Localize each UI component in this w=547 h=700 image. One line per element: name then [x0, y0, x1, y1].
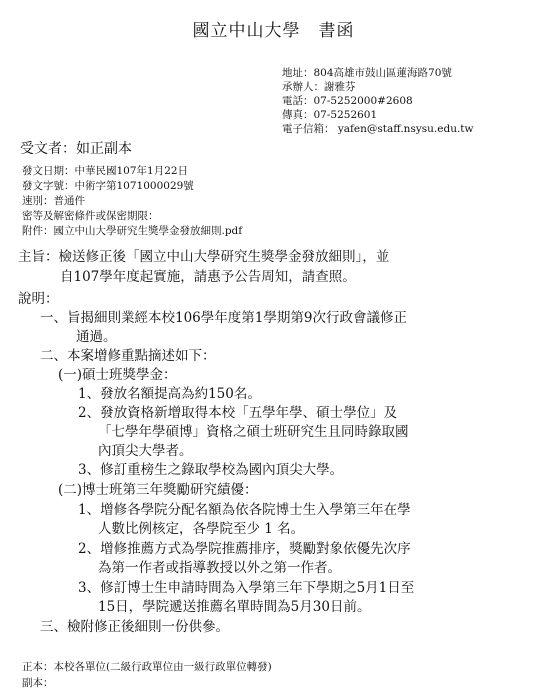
section-1-heading: (一)碩士班獎學金： [58, 367, 177, 383]
section-2-item-3-line-1: 3、修訂博士生申請時間為入學第三年下學期之5月1日至 [78, 580, 415, 596]
letter-title: 國立中山大學 書函 [192, 21, 355, 41]
section-2-item-3-line-2: 15日，學院遞送推薦名單時間為5月30日前。 [98, 599, 371, 615]
section-2-item-1-line-2: 人數比例核定，各學院至少 1 名。 [98, 521, 305, 537]
point-2: 二、本案增修重點摘述如下： [40, 348, 216, 364]
point-3: 三、檢附修正後細則一份供參。 [40, 619, 229, 635]
contact-person-line: 承辦人：謝雅芬 [282, 81, 356, 93]
section-1-item-2-line-2: 「七學年學碩博」資格之碩士班研究生且同時錄取國 [98, 424, 409, 440]
section-2-item-2-line-2: 為第一作者或指導教授以外之第一作者。 [98, 560, 341, 576]
point-1-line-2: 通過。 [76, 329, 117, 345]
section-2-item-2-line-1: 2、增修推薦方式為學院推薦排序，獎勵對象依優先次序 [78, 541, 411, 557]
fax-line: 傳真：07-5252601 [282, 109, 378, 121]
main-recipient: 正本：本校各單位(二級行政單位由一級行政單位轉發) [22, 661, 272, 673]
section-1-item-2-line-3: 內頂尖大學者。 [98, 443, 193, 459]
address-line: 地址：804高雄市鼓山區蓮海路70號 [282, 67, 452, 79]
attachment-link[interactable]: 附件：國立中山大學研究生獎學金發放細則.pdf [22, 225, 243, 237]
subject-line-1: 主旨：檢送修正後「國立中山大學研究生獎學金發放細則」，並 [18, 249, 390, 265]
cc-recipient: 副本： [22, 677, 54, 689]
document-number: 發文字號：中術字第1071000029號 [22, 180, 194, 192]
issue-date: 發文日期：中華民國107年1月22日 [22, 165, 189, 177]
section-2-item-1-line-1: 1、增修各學院分配名額為依各院博士生入學第三年在學 [78, 502, 411, 518]
addressee: 受文者：如正副本 [20, 141, 132, 157]
section-2-heading: (二)博士班第三年獎勵研究績優： [58, 482, 258, 498]
delivery-speed: 速別：普通件 [22, 195, 85, 207]
email-line: 電子信箱： yafen@staff.nsysu.edu.tw [282, 123, 474, 135]
section-1-item-3: 3、修訂重榜生之錄取學校為國內頂尖大學。 [78, 462, 344, 478]
secrecy-level: 密等及解密條件或保密期限： [22, 210, 159, 222]
section-1-item-2-line-1: 2、發放資格新增取得本校「五學年學、碩士學位」及 [78, 405, 398, 421]
point-1-line-1: 一、旨揭細則業經本校106學年度第1學期第9次行政會議修正 [40, 310, 407, 326]
explanation-label: 說明： [18, 291, 59, 307]
phone-line: 電話：07-5252000#2608 [282, 95, 413, 107]
section-1-item-1: 1、發放名額提高為約150名。 [78, 386, 261, 402]
subject-line-2: 自107學年度起實施，請惠予公告周知，請查照。 [60, 269, 356, 285]
